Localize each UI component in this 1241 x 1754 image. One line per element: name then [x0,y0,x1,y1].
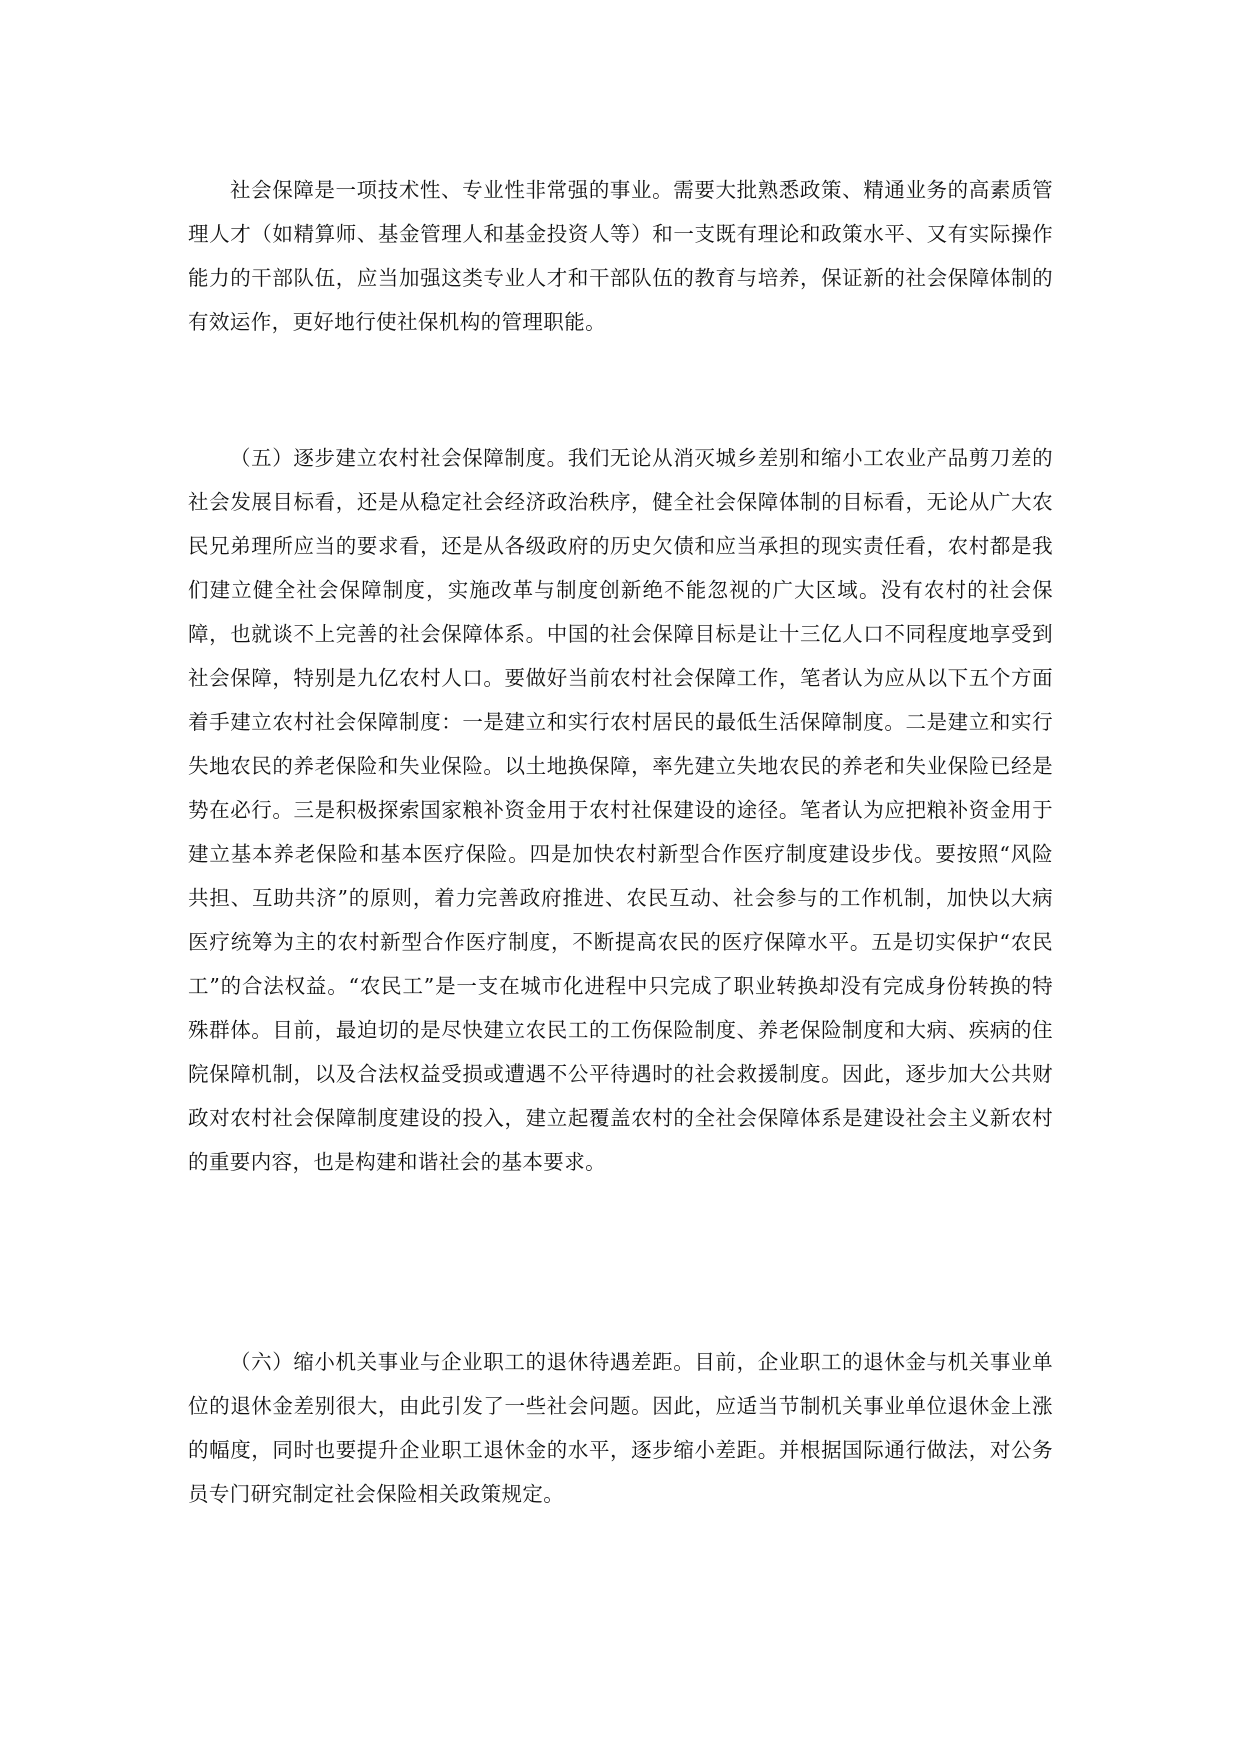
paragraph-rural-social-security: （五）逐步建立农村社会保障制度。我们无论从消灭城乡差别和缩小工农业产品剪刀差的社会发展目标看，还是从稳定社会经济政治秩序，健全社会保障体制的目标看，无论从广大农民兄弟理所应当的要求看，还是从各级政府的历史欠债和应当承担的现实责任看，农村都是我们建立健全社会保障制度，实施改革与制度创新绝不能忽视的广大区域。没有农村的社会保障，也就谈不上完善的社会保障体系。中国的社会保障目标是让十三亿人口不同程度地享受到社会保障，特别是九亿农村人口。要做好当前农村社会保障工作，笔者认为应从以下五个方面着手建立农村社会保障制度：一是建立和实行农村居民的最低生活保障制度。二是建立和实行失地农民的养老保险和失业保险。以土地换保障，率先建立失地农民的养老和失业保险已经是势在必行。三是积极探索国家粮补资金用于农村社保建设的途径。笔者认为应把粮补资金用于建立基本养老保险和基本医疗保险。四是加快农村新型合作医疗制度建设步伐。要按照“风险共担、互助共济”的原则，着力完善政府推进、农民互动、社会参与的工作机制，加快以大病医疗统筹为主的农村新型合作医疗制度，不断提高农民的医疗保障水平。五是切实保护“农民工”的合法权益。“农民工”是一支在城市化进程中只完成了职业转换却没有完成身份转换的特殊群体。目前，最迫切的是尽快建立农民工的工伤保险制度、养老保险制度和大病、疾病的住院保障机制，以及合法权益受损或遭遇不公平待遇时的社会救援制度。因此，逐步加大公共财政对农村社会保障制度建设的投入，建立起覆盖农村的全社会保障体系是建设社会主义新农村的重要内容，也是构建和谐社会的基本要求。 [188,446,1053,1174]
paragraph-staff-training: 社会保障是一项技术性、专业性非常强的事业。需要大批熟悉政策、精通业务的高素质管理人才（如精算师、基金管理人和基金投资人等）和一支既有理论和政策水平、又有实际操作能力的干部队伍，应当加强这类专业人才和干部队伍的教育与培养，保证新的社会保障体制的有效运作，更好地行使社保机构的管理职能。 [188,178,1053,334]
paragraph-retirement-gap: （六）缩小机关事业与企业职工的退休待遇差距。目前，企业职工的退休金与机关事业单位的退休金差别很大，由此引发了一些社会问题。因此，应适当节制机关事业单位退休金上涨的幅度，同时也要提升企业职工退休金的水平，逐步缩小差距。并根据国际通行做法，对公务员专门研究制定社会保险相关政策规定。 [188,1350,1053,1506]
